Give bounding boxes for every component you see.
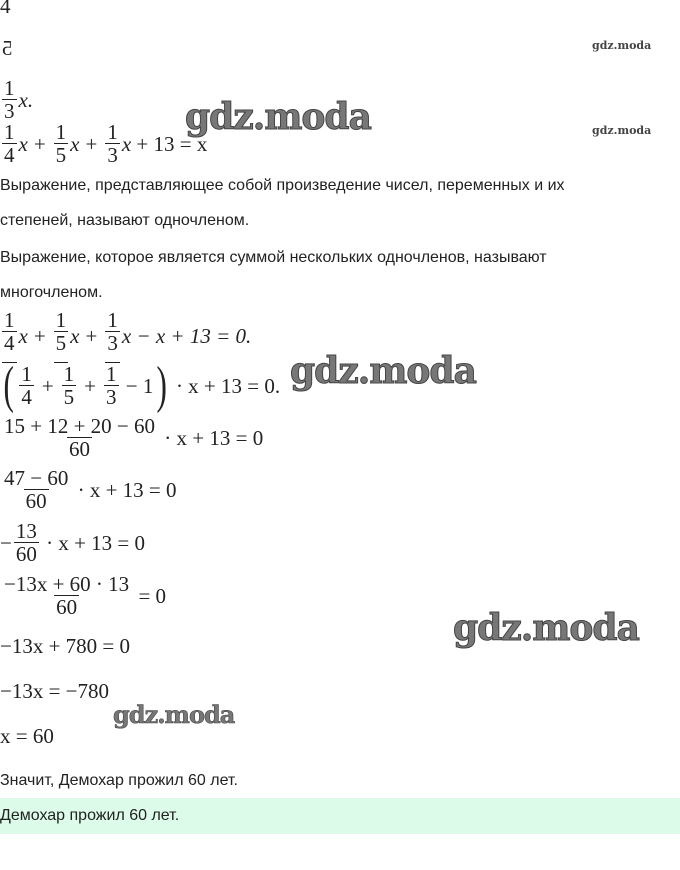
equation-2 [0,357,281,414]
num: 1 [55,308,67,332]
den: 60 [25,489,47,513]
den: 5 [55,331,67,355]
digit-5: 5 [2,36,13,60]
num: 47 − 60 [4,466,69,490]
num: 13 [15,519,37,543]
paren: ( [3,357,14,414]
watermark: gdz.moda [290,350,476,392]
watermark: gdz.moda [185,96,371,138]
den: 4 [4,143,15,167]
den: 3 [107,143,118,167]
den: 4 [4,331,15,355]
text: · x + 13 = 0 [77,477,177,502]
text: · x + 13 = 0 [46,530,146,555]
watermark: gdz.moda [113,700,235,729]
equation-9: x = 60 [0,724,54,748]
sign: − [0,530,12,555]
var: x [18,324,28,348]
paren: ) [156,357,168,414]
fraction-line [0,78,33,122]
den: 3 [4,99,15,123]
equation-3 [0,416,263,460]
num: 1 [63,362,75,386]
num: 1 [106,362,117,386]
num: 1 [4,76,15,100]
text: + 13 = x [136,131,208,156]
var: x [121,131,132,156]
definition-2a: Выражение, которое является суммой нескольких одночленов, называют [0,249,547,266]
num: 1 [4,308,15,332]
op: + [33,324,46,348]
equation-8: −13x = −780 [0,679,110,703]
num: 1 [4,120,15,144]
var: x [121,324,132,348]
den: 60 [69,437,91,461]
equation-7: −13x + 780 = 0 [0,634,131,658]
conclusion-text: Значит, Демохар прожил 60 лет. [0,772,238,789]
text: − x + 13 = 0. [136,324,252,348]
equation-6 [0,574,166,618]
text: − 1 [125,373,154,398]
definition-1b: степеней, называют одночленом. [0,212,250,229]
answer-box [0,798,680,834]
den: 5 [63,385,75,409]
equation-4 [0,468,177,512]
op: + [85,324,98,348]
num: 1 [107,308,118,332]
op: + [33,131,46,156]
den: 60 [56,595,78,619]
op: + [84,373,97,398]
equation-5 [0,521,145,565]
watermark: gdz.moda [453,607,639,649]
text: · x + 13 = 0. [175,373,281,398]
den: 4 [21,385,32,409]
var: x [70,324,80,348]
watermark: gdz.moda [592,124,652,137]
equation-1 [0,310,251,363]
den: 5 [55,143,67,167]
num: 1 [107,120,118,144]
den: 3 [106,385,117,409]
text: · x + 13 = 0 [164,425,264,450]
equation-initial [0,122,207,166]
var: x [70,131,80,156]
text: x. [18,87,34,112]
var: x [18,131,28,156]
text: = 0 [138,583,167,608]
den: 3 [107,331,118,355]
num: 1 [21,362,32,386]
digit-4: 4 [0,0,11,18]
answer-text: Демохар прожил 60 лет. [0,807,180,824]
op: + [85,131,98,156]
definition-2b: многочленом. [0,284,103,301]
op: + [41,373,54,398]
watermark: gdz.moda [592,39,652,52]
num: 1 [55,120,67,144]
num: −13x + 60 · 13 [4,572,130,596]
definition-1a: Выражение, представляющее собой произведение чисел, переменных и их [0,177,565,194]
num: 15 + 12 + 20 − 60 [4,414,156,438]
den: 60 [15,542,37,566]
